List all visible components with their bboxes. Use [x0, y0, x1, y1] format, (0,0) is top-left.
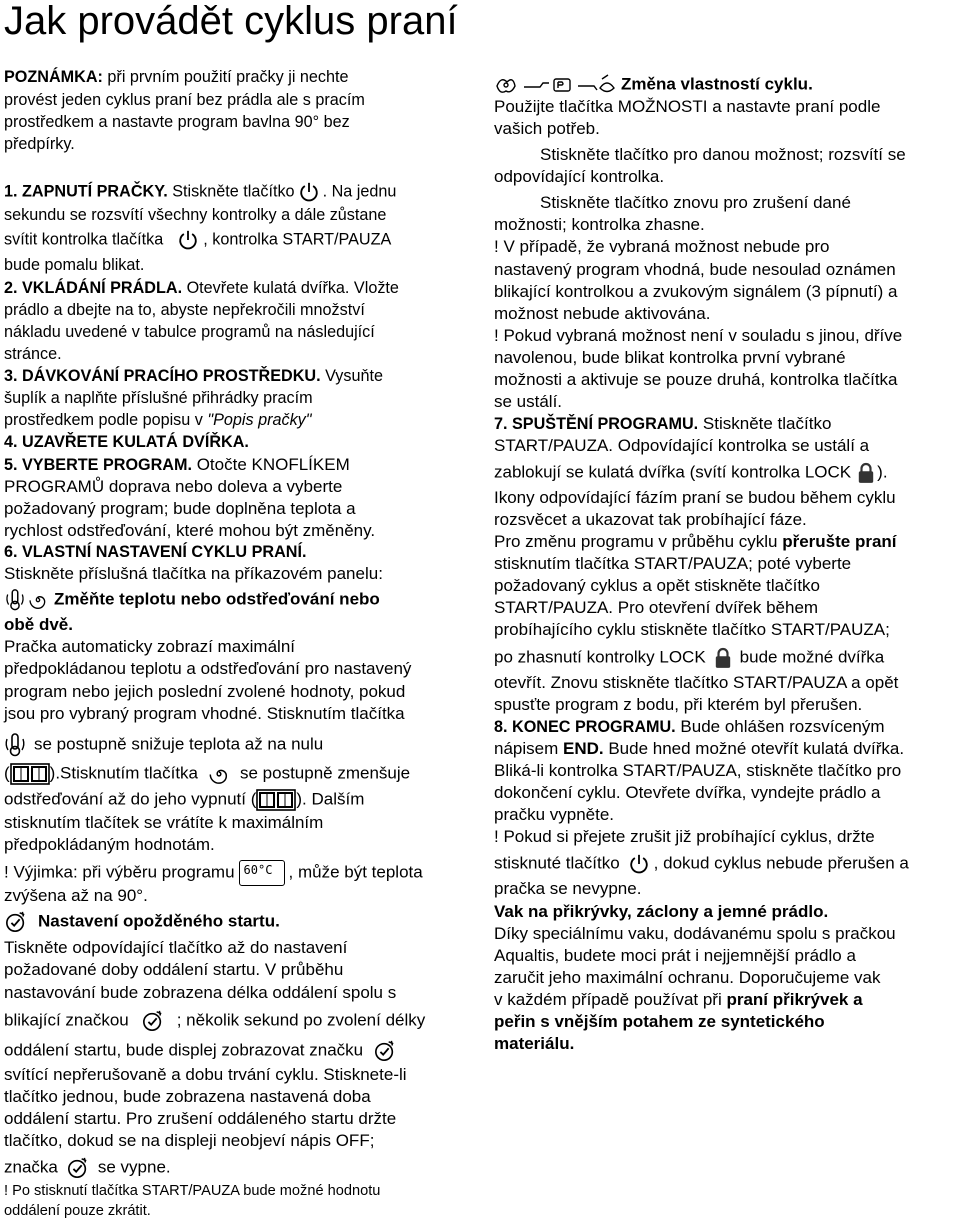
- step7-line-6: [494, 532, 897, 552]
- delay-line-8: oddálení startu. Pro zrušení oddáleného startu držte: [4, 1109, 397, 1128]
- step7-text-e: po zhasnutí kontrolky LOCK: [494, 647, 706, 667]
- temp-spin-heading-line-1: [4, 589, 380, 611]
- delay-line-4: [4, 1010, 425, 1032]
- step2-line-3: nákladu uvedené v tabulce programů na následující: [4, 323, 375, 341]
- step1-text-b: . Na jednu: [322, 182, 397, 201]
- note-text: při prvním použití pračky ji nechte: [102, 68, 349, 86]
- delay-line-3: nastavování bude zobrazena délka oddálení spolu s: [4, 983, 397, 1002]
- bag-line-5: peřin s vnějším potahem ze syntetického: [494, 1012, 825, 1031]
- temp-line-9: předpokládaným hodnotám.: [4, 835, 215, 854]
- step2-heading: 2. VKLÁDÁNÍ PRÁDLA.: [4, 279, 183, 297]
- step8-text: Bude ohlášen rozsvíceným: [675, 717, 885, 736]
- note-label: POZNÁMKA:: [4, 68, 103, 86]
- bag-emphasis: praní přikrývek a: [726, 990, 863, 1009]
- step8-end-label: END.: [562, 739, 604, 758]
- step7-text: Stiskněte tlačítko: [698, 414, 832, 433]
- options-line-2: vašich potřeb.: [494, 119, 600, 138]
- options-line-14: se ustálí.: [494, 392, 563, 411]
- step8-line-6: ! Pokud si přejete zrušit již probíhající cyklus, držte: [494, 827, 875, 846]
- step5-line-3: požadovaný program; bude doplněna teplota a: [4, 499, 356, 518]
- options-line-13: možnosti a aktivuje se pouze druhá, kontrolka tlačítka: [494, 370, 898, 389]
- lock-icon: [857, 462, 875, 484]
- options-line-1: Použijte tlačítka MOŽNOSTI a nastavte praní podle: [494, 97, 881, 116]
- options-line-9: blikající kontrolkou a zvukovým signálem (3 pípnutí) a: [494, 282, 898, 301]
- step7-line-1: [494, 414, 831, 434]
- delay-start-icon: [66, 1157, 90, 1179]
- options-line-8: nastavený program vhodná, bude nesoulad oznámen: [494, 260, 896, 279]
- step5-line-2: PROGRAMŮ doprava nebo doleva a vyberte: [4, 477, 343, 496]
- step1-line-1: [4, 181, 396, 203]
- step3-text-b: prostředkem podle popisu v: [4, 411, 208, 429]
- temp-line-6: [4, 763, 410, 785]
- step8-heading: 8. KONEC PROGRAMU.: [494, 718, 676, 736]
- step7-line-9: START/PAUZA. Pro otevření dvířek během: [494, 598, 819, 617]
- step2-line-2: prádlo a dbejte na to, abyste nepřekročili množství: [4, 301, 365, 319]
- program-60c-icon: [239, 860, 285, 886]
- step7-text-d: Pro změnu programu v průběhu cyklu: [494, 532, 783, 551]
- thermometer-icon: [4, 589, 26, 611]
- step2-line-1: [4, 279, 399, 298]
- step7-text-c: ).: [877, 462, 888, 482]
- temp-text: se postupně snižuje teplota až na nulu: [34, 734, 324, 754]
- bag-line-4: [494, 990, 863, 1010]
- temp-text-d: odstřeďování až do jeho vypnutí (: [4, 789, 257, 809]
- step2-text: Otevřete kulatá dvířka. Vložte: [182, 279, 399, 297]
- step3-reference: "Popis pračky": [207, 411, 312, 429]
- step7-emphasis: přerušte praní: [782, 532, 897, 551]
- delay-text-c: oddálení startu, bude displej zobrazovat značku: [4, 1040, 364, 1060]
- delay-line-1: Tiskněte odpovídající tlačítko až do nastavení: [4, 938, 348, 957]
- options-line-10: možnost nebude aktivována.: [494, 304, 711, 323]
- spin-icon: [208, 763, 230, 785]
- display-off-icon: [10, 763, 50, 785]
- step3-line-3: [4, 411, 312, 430]
- delay-line-11: ! Po stisknutí tlačítka START/PAUZA bude možné hodnotu: [4, 1183, 381, 1199]
- step4-heading: 4. UZAVŘETE KULATÁ DVÍŘKA.: [4, 433, 249, 451]
- note-line-3: prostředkem a nastavte program bavlna 90° bez: [4, 113, 350, 131]
- step3-line-1: [4, 367, 383, 386]
- step6-line-1: Stiskněte příslušná tlačítka na příkazovém panelu:: [4, 564, 383, 583]
- delay-line-10: [4, 1157, 171, 1179]
- step7-line-2: START/PAUZA. Odpovídající kontrolka se ustálí a: [494, 436, 870, 455]
- thermometer-icon: [4, 733, 26, 757]
- step7-text-b: zablokují se kulatá dvířka (svítí kontrolka LOCK: [494, 462, 852, 482]
- temp-line-8: stisknutím tlačítek se vrátíte k maximálním: [4, 813, 324, 832]
- options-line-7: ! V případě, že vybraná možnost nebude pro: [494, 237, 830, 256]
- note-line-4: předpírky.: [4, 135, 75, 153]
- step8-line-2: [494, 739, 904, 759]
- step1-text: Stiskněte tlačítko: [167, 182, 295, 201]
- bag-line-1: Díky speciálnímu vaku, dodávanému spolu s pračkou: [494, 924, 896, 943]
- temp-line-7: [4, 789, 364, 811]
- step7-line-3: [494, 462, 888, 484]
- bag-text: v každém případě používat při: [494, 990, 727, 1009]
- delay-text-d: značka: [4, 1157, 58, 1177]
- options-line-4: odpovídající kontrolka.: [494, 167, 665, 186]
- step1-line-4: bude pomalu blikat.: [4, 256, 145, 274]
- step1-line-2: sekundu se rozsvítí všechny kontrolky a dále zůstane: [4, 206, 387, 224]
- delay-start-icon: [4, 911, 28, 933]
- program-60c-label: 60°C: [243, 863, 273, 877]
- step8-text-b: nápisem: [494, 739, 563, 758]
- step8-text-e: , dokud cyklus nebude přerušen a: [653, 853, 909, 873]
- display-off-icon: [256, 789, 296, 811]
- step6-heading: 6. VLASTNÍ NASTAVENÍ CYKLU PRANÍ.: [4, 543, 307, 561]
- delay-heading-line: [4, 911, 280, 933]
- temp-text-paren: (: [4, 763, 10, 783]
- step8-text-c: Bude hned možné otevřít kulatá dvířka.: [603, 739, 905, 758]
- step8-line-8: pračka se nevypne.: [494, 879, 642, 898]
- options-heading-line: [494, 74, 813, 96]
- temp-spin-heading: Změňte teplotu nebo odstřeďování nebo: [54, 589, 380, 609]
- options-line-3: Stiskněte tlačítko pro danou možnost; rozsvítí se: [540, 145, 906, 164]
- bag-line-6: materiálu.: [494, 1034, 575, 1053]
- delay-text: blikající značkou: [4, 1010, 129, 1030]
- delay-line-7: tlačítko jednou, bude zobrazena nastavená doba: [4, 1087, 371, 1106]
- temp-line-1: Pračka automaticky zobrazí maximální: [4, 637, 295, 656]
- step8-line-4: dokončení cyklu. Otevřete dvířka, vyndejte prádlo a: [494, 783, 881, 802]
- step1-text-c: svítit kontrolka tlačítka: [4, 230, 164, 249]
- delay-line-12: oddálení pouze zkrátit.: [4, 1203, 151, 1219]
- options-line-6: možnosti; kontrolka zhasne.: [494, 215, 705, 234]
- step7-text-f: bude možné dvířka: [739, 647, 885, 667]
- step5-text: Otočte KNOFLÍKEM: [191, 455, 350, 474]
- step8-line-5: pračku vypněte.: [494, 805, 615, 824]
- page-title: Jak provádět cyklus praní: [4, 0, 458, 43]
- step8-line-7: [494, 853, 909, 875]
- delay-text-e: se vypne.: [97, 1157, 171, 1177]
- step7-line-5: rozsvěcet a ukazovat tak probíhající fáze.: [494, 510, 807, 529]
- step3-line-2: šuplík a naplňte příslušné přihrádky pracím: [4, 389, 313, 407]
- step7-line-12: otevřít. Znovu stiskněte tlačítko START/PAUZA a opět: [494, 673, 899, 692]
- temp-line-4: jsou pro vybraný program vhodné. Stisknutím tlačítka: [4, 704, 405, 723]
- step8-text-d: stisknuté tlačítko: [494, 853, 620, 873]
- temp-text-e: ). Dalším: [296, 789, 365, 809]
- step5-line-1: [4, 455, 350, 475]
- step1-line-3: [4, 229, 391, 251]
- step3-heading: 3. DÁVKOVÁNÍ PRACÍHO PROSTŘEDKU.: [4, 367, 321, 385]
- lock-icon: [714, 647, 732, 669]
- step7-line-4: Ikony odpovídající fázím praní se budou během cyklu: [494, 488, 896, 507]
- step7-line-10: probíhajícího cyklu stiskněte tlačítko START/PAUZA;: [494, 620, 890, 639]
- note-line-2: provést jeden cyklus praní bez prádla ale s pracím: [4, 91, 365, 109]
- step1-text-d: , kontrolka START/PAUZA: [203, 230, 392, 249]
- bag-line-3: zaručit jeho maximální ochranu. Doporučujeme vak: [494, 968, 881, 987]
- step8-line-1: [494, 717, 885, 737]
- delay-start-icon: [141, 1010, 165, 1032]
- spin-icon: [28, 590, 48, 610]
- options-heading: Změna vlastností cyklu.: [621, 74, 813, 94]
- temp-text-b: ).Stisknutím tlačítka: [49, 763, 198, 783]
- delay-line-6: svítící nepřerušovaně a dobu trvání cyklu. Stisknete-li: [4, 1065, 407, 1084]
- step8-line-3: Bliká-li kontrolka START/PAUZA, stiskněte tlačítko pro: [494, 761, 902, 780]
- note-line-1: [4, 68, 349, 87]
- temp-line-3: program nebo jejich poslední zvolené hodnoty, pokud: [4, 682, 406, 701]
- step3-text: Vysuňte: [320, 367, 383, 385]
- step1-heading: 1. ZAPNUTÍ PRAČKY.: [4, 182, 168, 201]
- temp-spin-heading-line-2: obě dvě.: [4, 615, 73, 634]
- step7-line-13: spusťte program z bodu, při kterém byl přerušen.: [494, 695, 863, 714]
- temp-line-2: předpokládanou teplotu a odstřeďování pro nastavený: [4, 659, 412, 678]
- step5-line-4: rychlost odstřeďování, které mohou být změněny.: [4, 521, 376, 540]
- options-line-12: navolenou, bude blikat kontrolka první vybrané: [494, 348, 846, 367]
- delay-line-5: [4, 1040, 407, 1062]
- delay-text-b: ; několik sekund po zvolení délky: [176, 1010, 426, 1030]
- bag-line-2: Aqualtis, budete moci prát i nejjemnější prádlo a: [494, 946, 856, 965]
- delay-heading: Nastavení opožděného startu.: [38, 911, 280, 931]
- bag-heading: Vak na přikrývky, záclony a jemné prádlo.: [494, 902, 829, 921]
- delay-line-9: tlačítko, dokud se na displeji neobjeví nápis OFF;: [4, 1131, 375, 1150]
- temp-line-5: [4, 733, 323, 757]
- power-icon: [298, 181, 320, 203]
- power-icon: [177, 229, 199, 251]
- exception-text: ! Výjimka: při výběru programu: [4, 862, 235, 882]
- power-icon: [628, 853, 650, 875]
- step7-line-8: požadovaný cyklus a opět stiskněte tlačítko: [494, 576, 821, 595]
- step5-heading: 5. VYBERTE PROGRAM.: [4, 456, 192, 474]
- step7-heading: 7. SPUŠTĚNÍ PROGRAMU.: [494, 415, 699, 433]
- option-icons-strip: [494, 74, 618, 96]
- exception-text-b: , může být teplota: [288, 862, 423, 882]
- step2-line-4: stránce.: [4, 345, 62, 363]
- step7-line-7: stisknutím tlačítka START/PAUZA; poté vyberte: [494, 554, 852, 573]
- options-line-5: Stiskněte tlačítko znovu pro zrušení dané: [540, 193, 851, 212]
- delay-start-icon: [373, 1040, 397, 1062]
- temp-line-11: zvýšena až na 90°.: [4, 886, 148, 905]
- temp-text-c: se postupně zmenšuje: [240, 763, 411, 783]
- step7-line-11: [494, 647, 884, 669]
- options-line-11: ! Pokud vybraná možnost není v souladu s jinou, dříve: [494, 326, 903, 345]
- temp-line-10: [4, 860, 423, 886]
- delay-line-2: požadované doby oddálení startu. V průběhu: [4, 960, 344, 979]
